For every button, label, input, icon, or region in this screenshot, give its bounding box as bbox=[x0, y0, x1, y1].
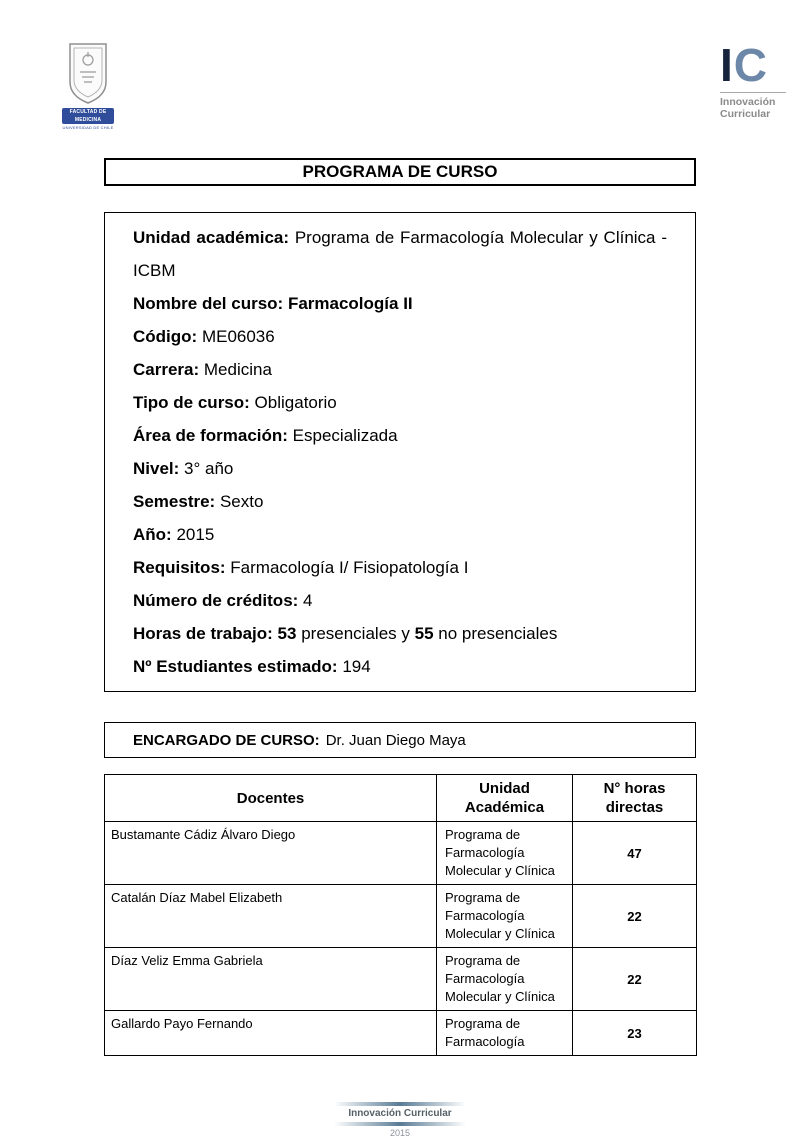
ic-divider-rule bbox=[720, 92, 786, 93]
horas-presenciales-value: 53 bbox=[277, 624, 297, 643]
docente-horas: 47 bbox=[573, 822, 697, 885]
innovacion-curricular-logo bbox=[720, 39, 792, 120]
field-unidad-academica bbox=[133, 221, 667, 287]
ic-letters bbox=[720, 39, 792, 91]
field-value: 3° año bbox=[184, 459, 234, 478]
title-box bbox=[104, 158, 696, 186]
docentes-table bbox=[104, 774, 697, 1056]
table-row bbox=[105, 885, 697, 948]
field-label: Carrera: bbox=[133, 360, 200, 379]
field-area-formacion bbox=[133, 419, 667, 452]
field-value: Programa de Farmacología Molecular y Clínica - ICBM bbox=[133, 228, 667, 280]
table-row bbox=[105, 822, 697, 885]
docente-unidad: Programa de Farmacología Molecular y Clínica bbox=[437, 822, 573, 885]
field-value: Farmacología II bbox=[287, 294, 413, 313]
docente-horas: 22 bbox=[573, 948, 697, 1011]
field-value: Farmacología I/ Fisiopatología I bbox=[230, 558, 469, 577]
university-crest-logo bbox=[62, 42, 114, 131]
field-label: Área de formación: bbox=[133, 426, 288, 445]
docente-name: Gallardo Payo Fernando bbox=[105, 1011, 437, 1056]
docente-horas: 22 bbox=[573, 885, 697, 948]
ic-caption bbox=[720, 96, 792, 120]
field-value: 4 bbox=[303, 591, 313, 610]
footer-text: Innovación Curricular bbox=[348, 1108, 452, 1119]
footer-rule-bottom bbox=[334, 1122, 466, 1126]
ic-caption-line1: Innovación bbox=[720, 96, 776, 108]
table-row bbox=[105, 948, 697, 1011]
column-header-horas: N° horas directas bbox=[573, 775, 697, 822]
field-carrera bbox=[133, 353, 667, 386]
crest-banner-text: FACULTAD DE MEDICINA bbox=[62, 108, 114, 124]
field-label: Horas de trabajo: bbox=[133, 624, 273, 643]
table-header-row bbox=[105, 775, 697, 822]
field-label: Semestre: bbox=[133, 492, 216, 511]
field-value: Especializada bbox=[292, 426, 398, 445]
field-horas-trabajo bbox=[133, 617, 667, 650]
horas-no-presenciales-text: no presenciales bbox=[438, 624, 558, 643]
ic-caption-line2: Curricular bbox=[720, 108, 771, 120]
page-header bbox=[0, 0, 800, 142]
field-label: Tipo de curso: bbox=[133, 393, 250, 412]
docente-name: Bustamante Cádiz Álvaro Diego bbox=[105, 822, 437, 885]
field-semestre bbox=[133, 485, 667, 518]
docente-unidad: Programa de Farmacología Molecular y Clínica bbox=[437, 885, 573, 948]
crest-subtitle-text: UNIVERSIDAD DE CHILE bbox=[62, 125, 114, 130]
docente-unidad: Programa de Farmacología bbox=[437, 1011, 573, 1056]
field-value: 2015 bbox=[176, 525, 215, 544]
field-numero-creditos bbox=[133, 584, 667, 617]
table-row bbox=[105, 1011, 697, 1056]
horas-presenciales-text: presenciales y bbox=[301, 624, 410, 643]
docente-name: Díaz Veliz Emma Gabriela bbox=[105, 948, 437, 1011]
field-tipo-curso bbox=[133, 386, 667, 419]
field-label: Número de créditos: bbox=[133, 591, 299, 610]
field-codigo bbox=[133, 320, 667, 353]
docente-unidad: Programa de Farmacología Molecular y Clínica bbox=[437, 948, 573, 1011]
ic-letter-c: C bbox=[733, 39, 769, 91]
docente-name: Catalán Díaz Mabel Elizabeth bbox=[105, 885, 437, 948]
field-label: Unidad académica: bbox=[133, 228, 290, 247]
field-ano bbox=[133, 518, 667, 551]
field-label: Nº Estudiantes estimado: bbox=[133, 657, 338, 676]
field-nivel bbox=[133, 452, 667, 485]
field-requisitos bbox=[133, 551, 667, 584]
footer-rule-top bbox=[334, 1102, 466, 1106]
encargado-box bbox=[104, 722, 696, 758]
crest-shield-icon bbox=[65, 42, 111, 106]
course-info-box bbox=[104, 212, 696, 692]
field-label: Año: bbox=[133, 525, 172, 544]
field-value: Medicina bbox=[203, 360, 272, 379]
field-estudiantes-estimado bbox=[133, 650, 667, 683]
footer-logo bbox=[334, 1102, 466, 1139]
field-label: Nivel: bbox=[133, 459, 180, 478]
field-label: Código: bbox=[133, 327, 198, 346]
footer-year: 2015 bbox=[389, 1128, 411, 1138]
field-nombre-curso bbox=[133, 287, 667, 320]
column-header-docentes: Docentes bbox=[105, 775, 437, 822]
encargado-label: ENCARGADO DE CURSO: bbox=[133, 731, 320, 749]
field-value: 194 bbox=[342, 657, 371, 676]
encargado-value: Dr. Juan Diego Maya bbox=[325, 731, 466, 749]
horas-no-presenciales-value: 55 bbox=[414, 624, 434, 643]
field-label: Requisitos: bbox=[133, 558, 226, 577]
field-value: Sexto bbox=[219, 492, 264, 511]
field-label: Nombre del curso: bbox=[133, 294, 284, 313]
field-value: Obligatorio bbox=[254, 393, 337, 412]
field-value: ME06036 bbox=[201, 327, 275, 346]
ic-letter-i: I bbox=[720, 39, 734, 91]
column-header-unidad: Unidad Académica bbox=[437, 775, 573, 822]
page-title: PROGRAMA DE CURSO bbox=[302, 162, 498, 181]
document-content bbox=[104, 158, 696, 1056]
docente-horas: 23 bbox=[573, 1011, 697, 1056]
